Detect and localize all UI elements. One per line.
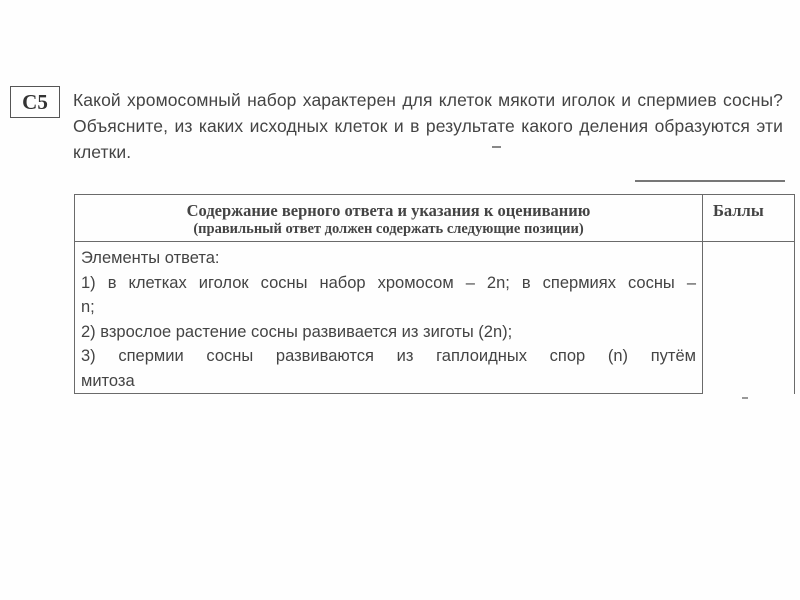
- answer-item-1-line-2: n;: [81, 298, 95, 316]
- answer-item-1-line-1: 1) в клетках иголок сосны набор хромосом – 2n; в спермиях сосны –: [81, 273, 696, 292]
- scan-artifact: [492, 146, 501, 148]
- table-header-row: [75, 195, 795, 242]
- answer-item-3-line-2: митоза: [81, 371, 135, 390]
- answer-item-2: 2) взрослое растение сосны развивается из зиготы (2n);: [81, 322, 513, 341]
- content-header-subtitle: (правильный ответ должен содержать следующие позиции): [193, 221, 584, 237]
- content-header-cell: [75, 195, 703, 242]
- answer-elements-cell: [75, 242, 703, 394]
- answer-table: [74, 194, 795, 394]
- score-cell: [703, 242, 795, 394]
- scan-artifact: [742, 397, 748, 399]
- question-number-label: С5: [10, 86, 60, 118]
- content-header-title: Содержание верного ответа и указания к оцениванию: [186, 201, 591, 220]
- table-row: [75, 242, 795, 394]
- question-text: Какой хромосомный набор характерен для клеток мякоти иголок и спермиев сосны? Объясните, из каких исходных клеток и в результате какого деления образуются эти клетки.: [73, 90, 783, 162]
- table-top-rule: [635, 180, 785, 182]
- answer-item-3-line-1: 3) спермии сосны развиваются из гаплоидных спор (n) путём: [81, 347, 696, 365]
- score-header-cell: Баллы: [703, 195, 795, 242]
- answer-intro: Элементы ответа:: [81, 249, 220, 267]
